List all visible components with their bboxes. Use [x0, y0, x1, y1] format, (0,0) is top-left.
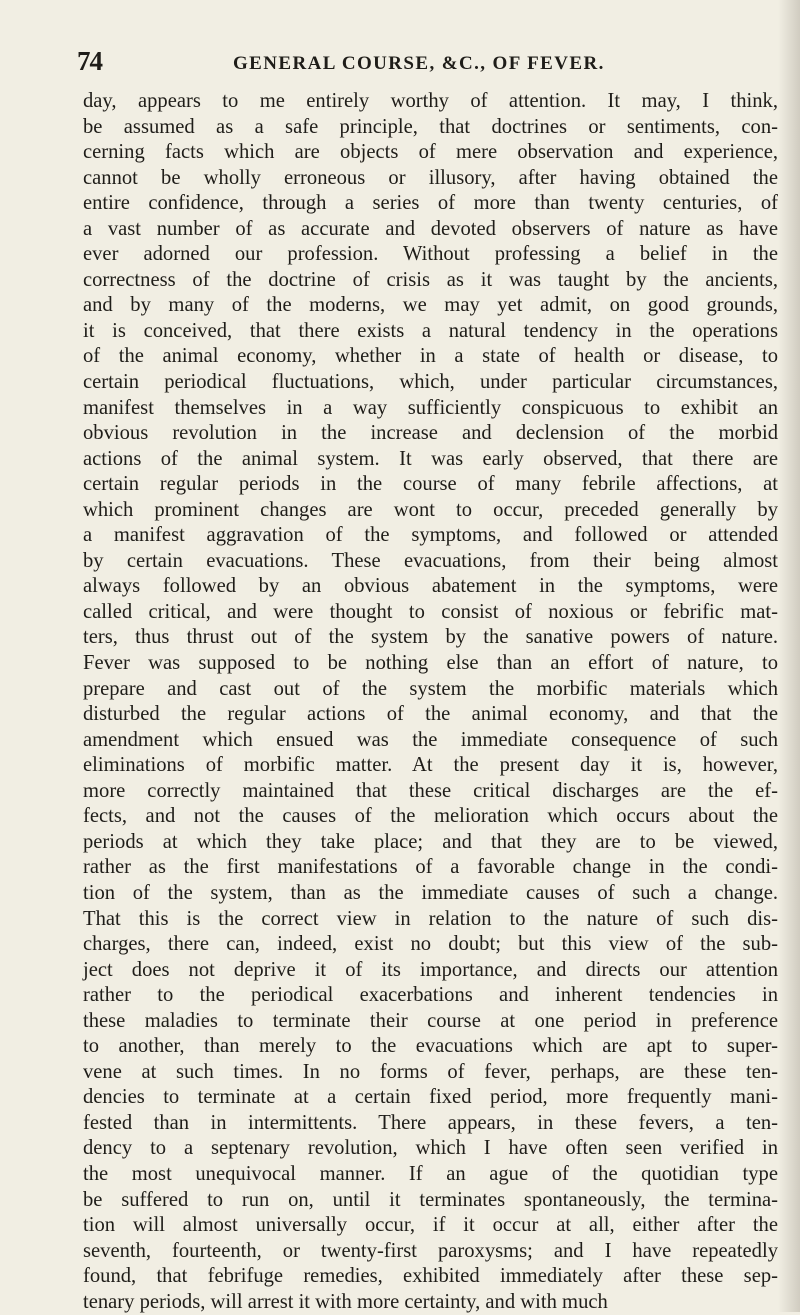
text-line: to another, than merely to the evacuations which are apt to super- [83, 1035, 778, 1058]
text-line: tenary periods, will arrest it with more certainty, and with much [83, 1290, 608, 1313]
text-line: Fever was supposed to be nothing else than an effort of nature, to [83, 652, 778, 675]
text-line: the most unequivocal manner. If an ague of the quotidian type [83, 1162, 778, 1185]
text-line: actions of the animal system. It was early observed, that there are [83, 447, 778, 470]
text-line: rather as the first manifestations of a favorable change in the condi- [83, 856, 778, 879]
text-line: correctness of the doctrine of crisis as it was taught by the ancients, [83, 268, 778, 291]
text-line: ever adorned our profession. Without professing a belief in the [83, 243, 778, 266]
text-line: entire confidence, through a series of more than twenty centuries, of [83, 192, 778, 215]
text-line: disturbed the regular actions of the animal economy, and that the [83, 703, 778, 726]
text-line: a manifest aggravation of the symptoms, and followed or attended [83, 524, 778, 547]
text-line: dency to a septenary revolution, which I have often seen verified in [83, 1137, 778, 1160]
text-line: periods at which they take place; and that they are to be viewed, [83, 830, 778, 853]
body-text [83, 89, 778, 1315]
text-line: That this is the correct view in relation to the nature of such dis- [83, 907, 778, 930]
text-line: certain periodical fluctuations, which, under particular circumstances, [83, 371, 778, 394]
text-line: and by many of the moderns, we may yet admit, on good grounds, [83, 294, 778, 317]
text-line: ters, thus thrust out of the system by the sanative powers of nature. [83, 626, 778, 649]
text-line: cerning facts which are objects of mere observation and experience, [83, 141, 778, 164]
text-line: more correctly maintained that these critical discharges are the ef- [83, 779, 778, 802]
text-line: cannot be wholly erroneous or illusory, after having obtained the [83, 166, 778, 189]
text-line: tion of the system, than as the immediate causes of such a change. [83, 881, 778, 904]
text-line: prepare and cast out of the system the morbific materials which [83, 677, 778, 700]
text-line: by certain evacuations. These evacuations, from their being almost [83, 549, 778, 572]
text-line: day, appears to me entirely worthy of attention. It may, I think, [83, 90, 778, 112]
text-line: ject does not deprive it of its importance, and directs our attention [83, 958, 778, 981]
running-head: GENERAL COURSE, &C., OF FEVER. [233, 53, 605, 74]
text-line: be suffered to run on, until it terminates spontaneously, the termina- [83, 1188, 778, 1211]
text-line: fects, and not the causes of the melioration which occurs about the [83, 805, 778, 828]
text-line: manifest themselves in a way sufficiently conspicuous to exhibit an [83, 396, 778, 419]
text-line: eliminations of morbific matter. At the present day it is, however, [83, 754, 778, 777]
page-header [0, 46, 800, 76]
text-line: dencies to terminate at a certain fixed period, more frequently mani- [83, 1086, 778, 1109]
text-line: called critical, and were thought to consist of noxious or febrific mat- [83, 600, 778, 623]
text-line: vene at such times. In no forms of fever, perhaps, are these ten- [83, 1060, 778, 1083]
text-line: amendment which ensued was the immediate consequence of such [83, 728, 778, 751]
text-line: of the animal economy, whether in a state of health or disease, to [83, 345, 778, 368]
text-line: found, that febrifuge remedies, exhibited immediately after these sep- [83, 1265, 778, 1288]
text-line: fested than in intermittents. There appears, in these fevers, a ten- [83, 1111, 778, 1134]
page-edge-shadow [778, 0, 800, 1312]
text-line: seventh, fourteenth, or twenty-first paroxysms; and I have repeatedly [83, 1239, 778, 1262]
text-line: charges, there can, indeed, exist no doubt; but this view of the sub- [83, 933, 778, 956]
text-line: certain regular periods in the course of many febrile affections, at [83, 473, 778, 496]
text-line: tion will almost universally occur, if it occur at all, either after the [83, 1214, 778, 1237]
text-line: obvious revolution in the increase and declension of the morbid [83, 422, 778, 445]
page-number: 74 [77, 46, 102, 76]
text-line: rather to the periodical exacerbations and inherent tendencies in [83, 984, 778, 1007]
text-line: these maladies to terminate their course at one period in preference [83, 1009, 778, 1032]
text-line: it is conceived, that there exists a natural tendency in the operations [83, 319, 778, 342]
text-line: a vast number of as accurate and devoted observers of nature as have [83, 217, 778, 240]
text-line: which prominent changes are wont to occur, preceded generally by [83, 498, 778, 521]
text-line: always followed by an obvious abatement in the symptoms, were [83, 575, 778, 598]
text-line: be assumed as a safe principle, that doctrines or sentiments, con- [83, 115, 778, 138]
